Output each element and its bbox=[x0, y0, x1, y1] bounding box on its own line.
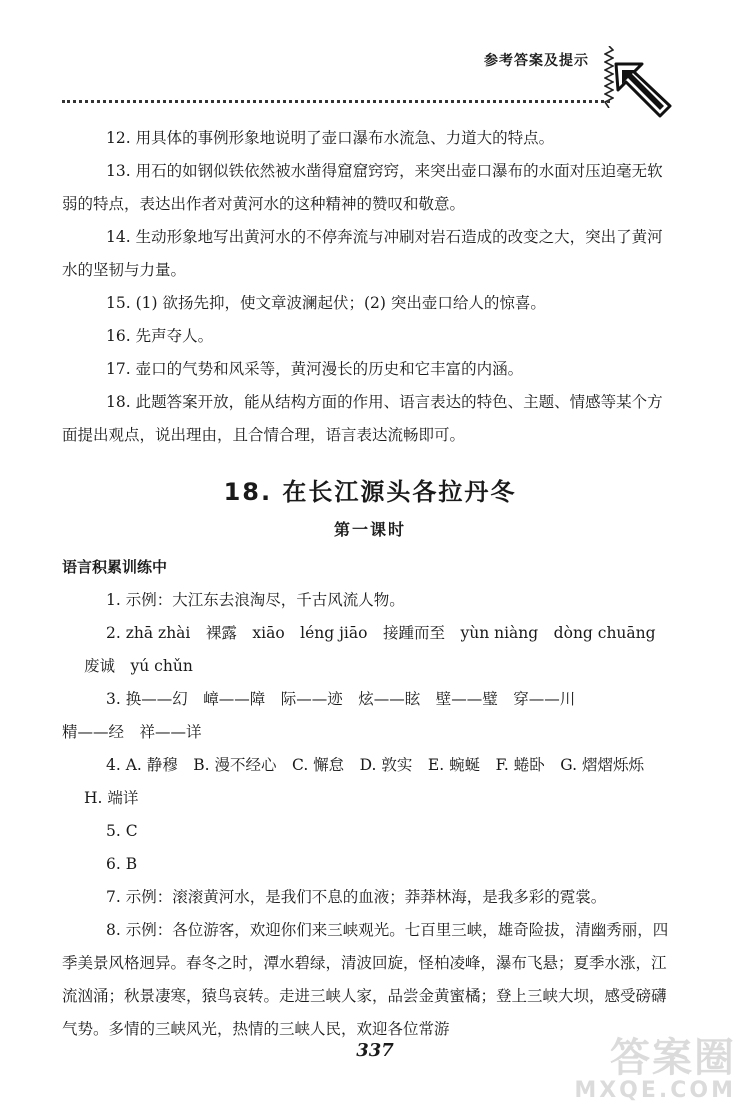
answer-item: 15. (1) 欲扬先抑，使文章波澜起伏；(2) 突出壶口给人的惊喜。 bbox=[106, 294, 546, 312]
answer-item: 7. 示例：滚滚黄河水，是我们不息的血液；莽莽林海，是我多彩的霓裳。 bbox=[106, 888, 607, 906]
answer-item: 13. 用石的如钢似铁依然被水凿得窟窟窍窍，来突出壶口瀑布的水面对压迫毫无软弱的特点，表达出作者对黄河水的这种精神的赞叹和敬意。 bbox=[62, 162, 663, 213]
watermark-logo: 答案圈 bbox=[610, 1035, 736, 1081]
page-number: 337 bbox=[356, 1040, 394, 1061]
answer-item: 5. C bbox=[106, 822, 138, 840]
dotted-rule bbox=[62, 100, 610, 103]
section-answers bbox=[62, 584, 678, 1046]
answer-item: 3. 换——幻 嶂——障 际——迹 炫——眩 壁——璧 穿——川 bbox=[106, 690, 576, 708]
answer-item: 14. 生动形象地写出黄河水的不停奔流与冲刷对岩石造成的改变之大，突出了黄河水的坚韧与力量。 bbox=[62, 228, 663, 279]
answer-item: 18. 此题答案开放，能从结构方面的作用、语言表达的特色、主题、情感等某个方面提出观点，说出理由，且合情合理，语言表达流畅即可。 bbox=[62, 393, 663, 444]
answer-item: 2. zhā zhài 裸露 xiāo léng jiāo 接踵而至 yùn niàng dòng chuāng bbox=[106, 624, 656, 642]
subheading: 语言积累训练中 bbox=[62, 558, 168, 576]
answer-item: 1. 示例：大江东去浪淘尽，千古风流人物。 bbox=[106, 591, 405, 609]
answer-item: 6. B bbox=[106, 855, 138, 873]
answer-item-continuation: 废诚 yú chǔn bbox=[84, 657, 193, 675]
answer-item: 12. 用具体的事例形象地说明了壶口瀑布水流急、力道大的特点。 bbox=[106, 129, 555, 147]
section-title: 18. 在长江源头各拉丹冬 bbox=[223, 478, 517, 506]
watermark bbox=[574, 1035, 736, 1103]
header-label: 参考答案及提示 bbox=[484, 53, 589, 69]
answer-item: 16. 先声夺人。 bbox=[106, 327, 214, 345]
lesson-title: 第一课时 bbox=[333, 520, 406, 539]
answer-item-continuation: H. 端详 bbox=[84, 789, 139, 807]
answer-content bbox=[62, 122, 678, 1046]
answer-item: 17. 壶口的气势和风采等，黄河漫长的历史和它丰富的内涵。 bbox=[106, 360, 524, 378]
watermark-url: MXQE.COM bbox=[574, 1078, 736, 1103]
answer-item: 8. 示例：各位游客，欢迎你们来三峡观光。七百里三峡，雄奇险拔，清幽秀丽，四季美景风格迥异。春冬之时，潭水碧绿，清波回旋，怪柏凌峰，瀑布飞悬；夏季水涨，江流汹涌；秋景凄寒，猿鸟哀转。走进三峡人家，品尝金黄蜜橘；登上三峡大坝，感受磅礴气势。多情的三峡风光，热情的三峡人民，欢迎各位常游 bbox=[62, 921, 669, 1038]
arrow-icon bbox=[612, 58, 674, 118]
answer-item-continuation: 精——经 祥——详 bbox=[62, 723, 202, 741]
answer-item: 4. A. 静穆 B. 漫不经心 C. 懈怠 D. 敦实 E. 蜿蜒 F. 蜷卧 G. 熠熠烁烁 bbox=[106, 756, 644, 774]
prev-answers bbox=[62, 122, 678, 452]
